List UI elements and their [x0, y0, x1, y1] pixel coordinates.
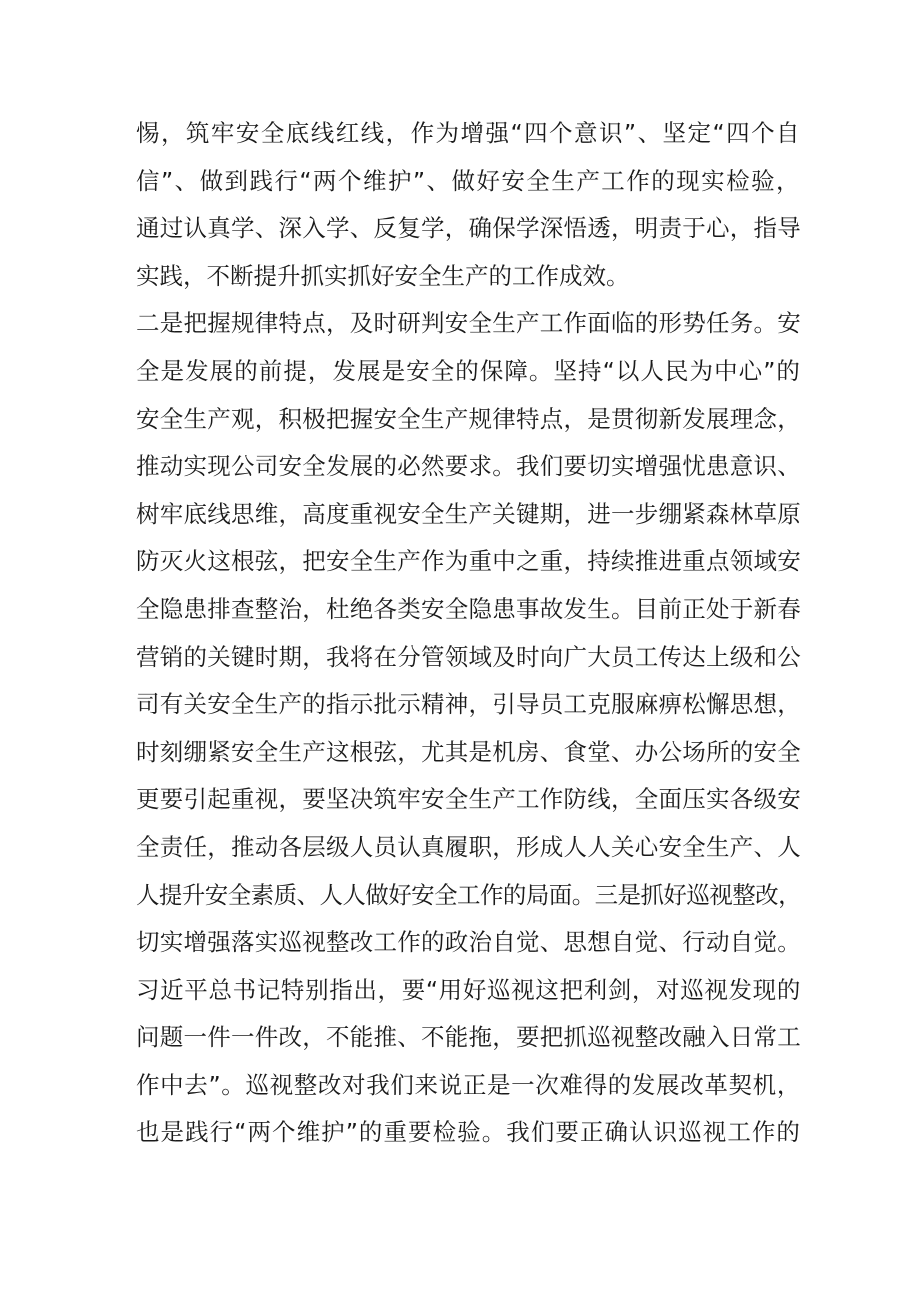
- body-text: [136, 110, 801, 1157]
- text-line: 全是发展的前提，发展是安全的保障。坚持“以人民为中心”的: [136, 356, 801, 385]
- text-line: 习近平总书记特别指出，要“用好巡视这把利剑，对巡视发现的: [136, 975, 801, 1004]
- text-line: 信”、做到践行“两个维护”、做好安全生产工作的现实检验，: [136, 166, 801, 195]
- text-line: 实践，不断提升抓实抓好安全生产的工作成效。: [136, 261, 630, 290]
- text-line: 问题一件一件改，不能推、不能拖，要把抓巡视整改融入日常工: [136, 1023, 801, 1052]
- text-line: 全隐患排查整治，杜绝各类安全隐患事故发生。目前正处于新春: [136, 594, 801, 623]
- text-line: 推动实现公司安全发展的必然要求。我们要切实增强忧患意识、: [136, 452, 801, 481]
- text-line: 司有关安全生产的指示批示精神，引导员工克服麻痹松懈思想，: [136, 690, 801, 719]
- text-line: 二是把握规律特点，及时研判安全生产工作面临的形势任务。安: [136, 309, 801, 338]
- text-line: 时刻绷紧安全生产这根弦，尤其是机房、食堂、办公场所的安全: [136, 737, 801, 766]
- text-line: 营销的关键时期，我将在分管领域及时向广大员工传达上级和公: [136, 642, 801, 671]
- text-line: 安全生产观，积极把握安全生产规律特点，是贯彻新发展理念，: [136, 404, 801, 433]
- text-line: 树牢底线思维，高度重视安全生产关键期，进一步绷紧森林草原: [136, 499, 801, 528]
- text-line: 也是践行“两个维护”的重要检验。我们要正确认识巡视工作的: [136, 1118, 801, 1147]
- text-line: 全责任，推动各层级人员认真履职，形成人人关心安全生产、人: [136, 832, 801, 861]
- text-line: 人提升安全素质、人人做好安全工作的局面。三是抓好巡视整改，: [136, 880, 801, 909]
- text-line: 惕，筑牢安全底线红线，作为增强“四个意识”、坚定“四个自: [136, 119, 801, 147]
- text-line: 更要引起重视，要坚决筑牢安全生产工作防线，全面压实各级安: [136, 785, 801, 814]
- text-line: 防灭火这根弦，把安全生产作为重中之重，持续推进重点领域安: [136, 547, 801, 576]
- text-line: 切实增强落实巡视整改工作的政治自觉、思想自觉、行动自觉。: [136, 928, 801, 957]
- text-line: 通过认真学、深入学、反复学，确保学深悟透，明责于心，指导: [136, 214, 801, 243]
- text-line: 作中去”。巡视整改对我们来说正是一次难得的发展改革契机，: [136, 1070, 801, 1099]
